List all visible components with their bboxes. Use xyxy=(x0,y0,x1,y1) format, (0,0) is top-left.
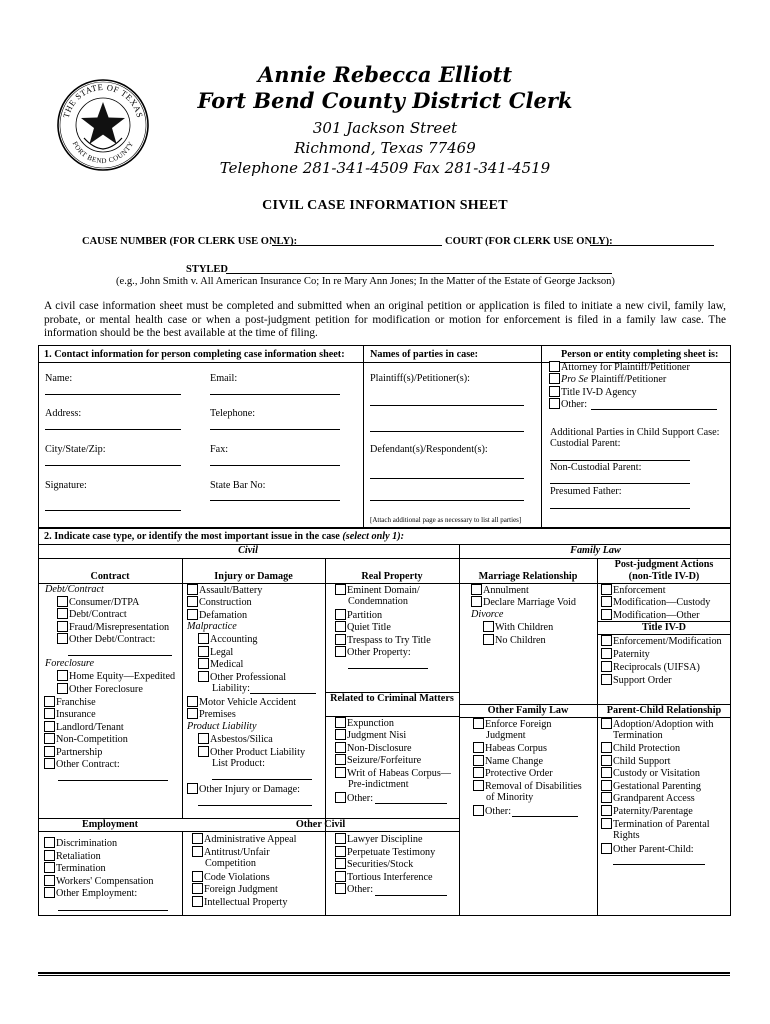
cause-number-field[interactable] xyxy=(272,245,442,246)
option-no-children[interactable]: No Children xyxy=(483,634,546,647)
option-judgment-nisi[interactable]: Judgment Nisi xyxy=(335,729,406,742)
role-attorney[interactable]: Attorney for Plaintiff/Petitioner xyxy=(549,361,690,374)
checkbox[interactable] xyxy=(473,805,484,816)
option-retaliation[interactable]: Retaliation xyxy=(44,850,101,863)
option-defamation[interactable]: Defamation xyxy=(187,609,247,622)
section-1-header: 1. Contact information for person completing case information sheet: xyxy=(44,349,345,360)
option-antitrust[interactable]: Antitrust/Unfair xyxy=(192,846,270,859)
contract-heading: Contract xyxy=(90,571,130,582)
checkbox[interactable] xyxy=(601,596,612,607)
judgment-label: Judgment xyxy=(486,730,526,741)
other-property-field[interactable] xyxy=(348,668,428,669)
checkbox[interactable] xyxy=(549,361,560,372)
malpractice-subheading: Malpractice xyxy=(187,621,237,632)
option-eminent-domain[interactable]: Eminent Domain/ xyxy=(335,584,420,597)
of-minority-label: of Minority xyxy=(486,792,534,803)
footer-rule xyxy=(38,972,730,976)
defendant-field-2[interactable] xyxy=(370,500,524,501)
seal-bottom-text: FORT BEND COUNTY xyxy=(70,140,136,166)
option-landlord-tenant[interactable]: Landlord/Tenant xyxy=(44,721,124,734)
name-field[interactable] xyxy=(45,394,181,395)
checkbox[interactable] xyxy=(187,609,198,620)
option-lawyer-discipline[interactable]: Lawyer Discipline xyxy=(335,833,423,846)
checkbox[interactable] xyxy=(601,755,612,766)
option-tortious-interference[interactable]: Tortious Interference xyxy=(335,871,433,884)
checkbox[interactable] xyxy=(473,755,484,766)
competition-label: Competition xyxy=(205,858,256,869)
injury-heading: Injury or Damage xyxy=(214,571,293,582)
checkbox[interactable] xyxy=(335,754,346,765)
checkbox[interactable] xyxy=(187,783,198,794)
other-injury-field[interactable] xyxy=(198,805,312,806)
checkbox[interactable] xyxy=(335,584,346,595)
checkbox[interactable] xyxy=(601,584,612,595)
option-perpetuate-testimony[interactable]: Perpetuate Testimony xyxy=(335,846,435,859)
pre-indictment-label: Pre-indictment xyxy=(348,779,409,790)
checkbox[interactable] xyxy=(335,634,346,645)
debt-contract-subheading: Debt/Contract xyxy=(45,584,104,595)
checkbox[interactable] xyxy=(192,846,203,857)
family-heading: Family Law xyxy=(570,545,621,556)
option-debt-contract[interactable]: Debt/Contract xyxy=(57,608,127,621)
checkbox[interactable] xyxy=(44,696,55,707)
option-other-contract[interactable]: Other Contract: xyxy=(44,758,120,771)
checkbox[interactable] xyxy=(187,696,198,707)
product-liability-subheading: Product Liability xyxy=(187,721,257,732)
role-other[interactable]: Other: xyxy=(549,398,587,411)
checkbox[interactable] xyxy=(549,373,560,384)
other-parent-child-field[interactable] xyxy=(613,864,705,865)
option-child-protection[interactable]: Child Protection xyxy=(601,742,680,755)
role-pro-se[interactable]: Pro Se Plaintiff/Petitioner xyxy=(549,373,666,386)
option-iv-support-order[interactable]: Support Order xyxy=(601,674,672,687)
noncustodial-label: Non-Custodial Parent: xyxy=(550,462,642,473)
option-premises[interactable]: Premises xyxy=(187,708,236,721)
option-adoption[interactable]: Adoption/Adoption with xyxy=(601,718,713,731)
checkbox[interactable] xyxy=(57,621,68,632)
option-iv-enforcement[interactable]: Enforcement/Modification xyxy=(601,635,722,648)
option-protective-order[interactable]: Protective Order xyxy=(473,767,553,780)
option-code-violations[interactable]: Code Violations xyxy=(192,871,270,884)
star-icon xyxy=(81,102,125,144)
option-workers-comp[interactable]: Workers' Compensation xyxy=(44,875,154,888)
other-civil-field[interactable] xyxy=(375,895,447,896)
defendant-field-1[interactable] xyxy=(370,478,524,479)
checkbox[interactable] xyxy=(44,887,55,898)
checkbox[interactable] xyxy=(483,621,494,632)
option-removal-disabilities[interactable]: Removal of Disabilities xyxy=(473,780,582,793)
option-other-product[interactable]: Other Product Liability xyxy=(198,746,305,759)
divorce-subheading: Divorce xyxy=(471,609,504,620)
checkbox[interactable] xyxy=(187,584,198,595)
styled-field[interactable] xyxy=(226,273,612,274)
checkbox[interactable] xyxy=(601,661,612,672)
fax-label: Fax: xyxy=(210,444,229,455)
plaintiff-field-1[interactable] xyxy=(370,405,524,406)
checkbox[interactable] xyxy=(335,871,346,882)
noncustodial-field[interactable] xyxy=(550,483,690,484)
criminal-heading: Related to Criminal Matters xyxy=(330,693,454,704)
option-non-competition[interactable]: Non-Competition xyxy=(44,733,128,746)
checkbox[interactable] xyxy=(57,633,68,644)
checkbox[interactable] xyxy=(335,729,346,740)
styled-label: STYLED xyxy=(186,264,229,275)
checkbox[interactable] xyxy=(335,858,346,869)
liability-field[interactable] xyxy=(250,693,316,694)
option-securities[interactable]: Securities/Stock xyxy=(335,858,413,871)
checkbox[interactable] xyxy=(601,792,612,803)
checkbox[interactable] xyxy=(483,634,494,645)
option-other-property[interactable]: Other Property: xyxy=(335,646,411,659)
checkbox[interactable] xyxy=(44,708,55,719)
employment-heading: Employment xyxy=(81,819,139,830)
checkbox[interactable] xyxy=(601,718,612,729)
termination-label: Termination xyxy=(613,730,663,741)
checkbox[interactable] xyxy=(601,767,612,778)
checkbox[interactable] xyxy=(198,646,209,657)
cause-number-label: CAUSE NUMBER (FOR CLERK USE ONLY): xyxy=(82,236,298,247)
custodial-label: Custodial Parent: xyxy=(550,438,621,449)
checkbox[interactable] xyxy=(198,671,209,682)
presumed-field[interactable] xyxy=(550,508,690,509)
presumed-label: Presumed Father: xyxy=(550,486,622,497)
checkbox[interactable] xyxy=(335,742,346,753)
court-label: COURT (FOR CLERK USE ONLY): xyxy=(445,236,613,247)
checkbox[interactable] xyxy=(335,846,346,857)
parent-child-heading: Parent-Child Relationship xyxy=(606,705,722,716)
option-gestational[interactable]: Gestational Parenting xyxy=(601,780,701,793)
option-discrimination[interactable]: Discrimination xyxy=(44,837,117,850)
other-family-field[interactable] xyxy=(512,816,578,817)
option-iv-paternity[interactable]: Paternity xyxy=(601,648,650,661)
option-franchise[interactable]: Franchise xyxy=(44,696,96,709)
post-judgment-heading: Post-judgment Actions (non-Title IV-D) xyxy=(614,559,714,582)
option-iv-reciprocals[interactable]: Reciprocals (UIFSA) xyxy=(601,661,700,674)
option-legal[interactable]: Legal xyxy=(198,646,233,659)
list-product-label: List Product: xyxy=(212,758,265,769)
option-termination[interactable]: Termination xyxy=(44,862,106,875)
option-with-children[interactable]: With Children xyxy=(483,621,553,634)
checkbox[interactable] xyxy=(335,646,346,657)
checkbox[interactable] xyxy=(335,883,346,894)
other-family-heading: Other Family Law xyxy=(487,705,569,716)
title-iv-d-heading: Title IV-D xyxy=(641,622,687,633)
option-other-family[interactable]: Other: xyxy=(473,805,511,818)
clerk-city: Richmond, Texas 77469 xyxy=(294,139,476,157)
checkbox[interactable] xyxy=(601,805,612,816)
option-habeas-corpus[interactable]: Habeas Corpus xyxy=(473,742,547,755)
clerk-office: Fort Bend County District Clerk xyxy=(197,88,573,113)
county-seal xyxy=(56,78,150,172)
real-property-heading: Real Property xyxy=(361,571,423,582)
checkbox[interactable] xyxy=(601,843,612,854)
person-completing-header: Person or entity completing sheet is: xyxy=(561,349,719,360)
checkbox[interactable] xyxy=(549,386,560,397)
email-label: Email: xyxy=(210,373,238,384)
option-pj-mod-custody[interactable]: Modification—Custody xyxy=(601,596,710,609)
checkbox[interactable] xyxy=(192,833,203,844)
option-asbestos[interactable]: Asbestos/Silica xyxy=(198,733,273,746)
checkbox[interactable] xyxy=(471,584,482,595)
seal-top-text: THE STATE OF TEXAS xyxy=(60,81,146,120)
email-field[interactable] xyxy=(210,394,340,395)
option-other-civil[interactable]: Other: xyxy=(335,883,373,896)
checkbox[interactable] xyxy=(198,633,209,644)
option-home-equity[interactable]: Home Equity—Expedited xyxy=(57,670,175,683)
custodial-field[interactable] xyxy=(550,460,690,461)
civil-heading: Civil xyxy=(238,545,258,556)
additional-parties-label: Additional Parties in Child Support Case: xyxy=(550,427,720,438)
option-termination-parental[interactable]: Termination of Parental xyxy=(601,818,710,831)
checkbox[interactable] xyxy=(335,621,346,632)
option-partnership[interactable]: Partnership xyxy=(44,746,102,759)
checkbox[interactable] xyxy=(601,818,612,829)
checkbox[interactable] xyxy=(601,648,612,659)
checkbox[interactable] xyxy=(57,608,68,619)
checkbox[interactable] xyxy=(601,635,612,646)
checkbox[interactable] xyxy=(187,596,198,607)
option-name-change[interactable]: Name Change xyxy=(473,755,543,768)
checkbox[interactable] xyxy=(335,767,346,778)
checkbox[interactable] xyxy=(473,767,484,778)
checkbox[interactable] xyxy=(198,746,209,757)
checkbox[interactable] xyxy=(44,746,55,757)
checkbox[interactable] xyxy=(192,883,203,894)
section-2-header: 2. Indicate case type, or identify the most important issue in the case (select only 1): xyxy=(44,531,405,542)
option-other-debt[interactable]: Other Debt/Contract: xyxy=(57,633,155,646)
checkbox[interactable] xyxy=(44,721,55,732)
option-construction[interactable]: Construction xyxy=(187,596,252,609)
option-other-professional[interactable]: Other Professional xyxy=(198,671,286,684)
option-insurance[interactable]: Insurance xyxy=(44,708,96,721)
option-intellectual-property[interactable]: Intellectual Property xyxy=(192,896,287,909)
role-title-iv-d[interactable]: Title IV-D Agency xyxy=(549,386,637,399)
option-fraud[interactable]: Fraud/Misrepresentation xyxy=(57,621,169,634)
option-accounting[interactable]: Accounting xyxy=(198,633,258,646)
option-grandparent[interactable]: Grandparent Access xyxy=(601,792,695,805)
condemnation-label: Condemnation xyxy=(348,596,408,607)
checkbox[interactable] xyxy=(473,780,484,791)
checkbox[interactable] xyxy=(57,596,68,607)
marriage-heading: Marriage Relationship xyxy=(478,571,578,582)
option-pj-mod-other[interactable]: Modification—Other xyxy=(601,609,700,622)
checkbox[interactable] xyxy=(44,837,55,848)
defendant-label: Defendant(s)/Respondent(s): xyxy=(370,444,488,455)
bar-label: State Bar No: xyxy=(210,480,266,491)
checkbox[interactable] xyxy=(549,398,560,409)
option-habeas-writ[interactable]: Writ of Habeas Corpus— xyxy=(335,767,451,780)
checkbox[interactable] xyxy=(335,792,346,803)
role-other-field[interactable] xyxy=(591,409,717,410)
option-child-support[interactable]: Child Support xyxy=(601,755,670,768)
page-title: CIVIL CASE INFORMATION SHEET xyxy=(262,198,508,213)
option-paternity-parentage[interactable]: Paternity/Parentage xyxy=(601,805,693,818)
checkbox[interactable] xyxy=(471,596,482,607)
option-medical[interactable]: Medical xyxy=(198,658,243,671)
checkbox[interactable] xyxy=(44,850,55,861)
styled-example: (e.g., John Smith v. All American Insurance Co; In re Mary Ann Jones; In the Matter of the Estate of George Jackson) xyxy=(116,276,615,287)
clerk-block xyxy=(170,62,600,178)
checkbox[interactable] xyxy=(473,742,484,753)
option-partition[interactable]: Partition xyxy=(335,609,382,622)
checkbox[interactable] xyxy=(57,683,68,694)
address-field[interactable] xyxy=(45,429,181,430)
option-foreign-judgment[interactable]: Foreign Judgment xyxy=(192,883,278,896)
checkbox[interactable] xyxy=(335,717,346,728)
option-expunction[interactable]: Expunction xyxy=(335,717,394,730)
rights-label: Rights xyxy=(613,830,640,841)
other-debt-field[interactable] xyxy=(68,655,172,656)
signature-field[interactable] xyxy=(45,510,181,511)
checkbox[interactable] xyxy=(198,733,209,744)
bar-field[interactable] xyxy=(210,500,340,501)
option-criminal-other[interactable]: Other: xyxy=(335,792,373,805)
fax-field[interactable] xyxy=(210,465,340,466)
plaintiff-field-2[interactable] xyxy=(370,431,524,432)
option-quiet-title[interactable]: Quiet Title xyxy=(335,621,391,634)
checkbox[interactable] xyxy=(601,742,612,753)
intro-paragraph: A civil case information sheet must be completed and submitted when an original petition or application is filed to initiate a new civil, family law, probate, or mental health case or when a post-judgment petition for modification or motion for enforcement is filed in a family law case. The information should be the best available at the time of filing. xyxy=(44,300,726,340)
checkbox[interactable] xyxy=(192,896,203,907)
option-assault[interactable]: Assault/Battery xyxy=(187,584,262,597)
option-consumer-dtpa[interactable]: Consumer/DTPA xyxy=(57,596,139,609)
list-product-field[interactable] xyxy=(212,779,312,780)
checkbox[interactable] xyxy=(44,875,55,886)
telephone-field[interactable] xyxy=(210,429,340,430)
option-other-foreclosure[interactable]: Other Foreclosure xyxy=(57,683,143,696)
other-civil-heading: Other Civil xyxy=(295,819,346,830)
checkbox[interactable] xyxy=(57,670,68,681)
option-other-employment[interactable]: Other Employment: xyxy=(44,887,137,900)
option-pj-enforcement[interactable]: Enforcement xyxy=(601,584,666,597)
checkbox[interactable] xyxy=(44,758,55,769)
checkbox[interactable] xyxy=(187,708,198,719)
address-label: Address: xyxy=(45,408,82,419)
option-declare-void[interactable]: Declare Marriage Void xyxy=(471,596,576,609)
checkbox[interactable] xyxy=(601,674,612,685)
checkbox[interactable] xyxy=(601,780,612,791)
option-seizure[interactable]: Seizure/Forfeiture xyxy=(335,754,421,767)
clerk-name: Annie Rebecca Elliott xyxy=(257,62,513,87)
option-custody-visitation[interactable]: Custody or Visitation xyxy=(601,767,700,780)
name-label: Name: xyxy=(45,373,73,384)
checkbox[interactable] xyxy=(44,733,55,744)
attach-note: [Attach additional page as necessary to list all parties] xyxy=(370,516,522,524)
foreclosure-subheading: Foreclosure xyxy=(45,658,95,669)
option-other-parent-child[interactable]: Other Parent-Child: xyxy=(601,843,694,856)
checkbox[interactable] xyxy=(601,609,612,620)
checkbox[interactable] xyxy=(335,833,346,844)
other-employment-field[interactable] xyxy=(58,910,168,911)
checkbox[interactable] xyxy=(44,862,55,873)
option-trespass[interactable]: Trespass to Try Title xyxy=(335,634,431,647)
option-annulment[interactable]: Annulment xyxy=(471,584,529,597)
option-enforce-foreign[interactable]: Enforce Foreign xyxy=(473,718,551,731)
other-contract-field[interactable] xyxy=(58,780,168,781)
liability-label: Liability: xyxy=(212,683,250,694)
city-label: City/State/Zip: xyxy=(45,444,106,455)
court-field[interactable] xyxy=(590,245,714,246)
checkbox[interactable] xyxy=(198,658,209,669)
parties-header: Names of parties in case: xyxy=(370,349,479,360)
checkbox[interactable] xyxy=(473,718,484,729)
telephone-label: Telephone: xyxy=(210,408,256,419)
option-non-disclosure[interactable]: Non-Disclosure xyxy=(335,742,412,755)
plaintiff-label: Plaintiff(s)/Petitioner(s): xyxy=(370,373,470,384)
clerk-street: 301 Jackson Street xyxy=(312,119,458,137)
clerk-phone: Telephone 281-341-4509 Fax 281-341-4519 xyxy=(219,159,551,177)
option-admin-appeal[interactable]: Administrative Appeal xyxy=(192,833,297,846)
option-motor-vehicle[interactable]: Motor Vehicle Accident xyxy=(187,696,296,709)
option-other-injury[interactable]: Other Injury or Damage: xyxy=(187,783,300,796)
signature-label: Signature: xyxy=(45,480,87,491)
criminal-other-field[interactable] xyxy=(375,803,447,804)
city-field[interactable] xyxy=(45,465,181,466)
checkbox[interactable] xyxy=(335,609,346,620)
checkbox[interactable] xyxy=(192,871,203,882)
